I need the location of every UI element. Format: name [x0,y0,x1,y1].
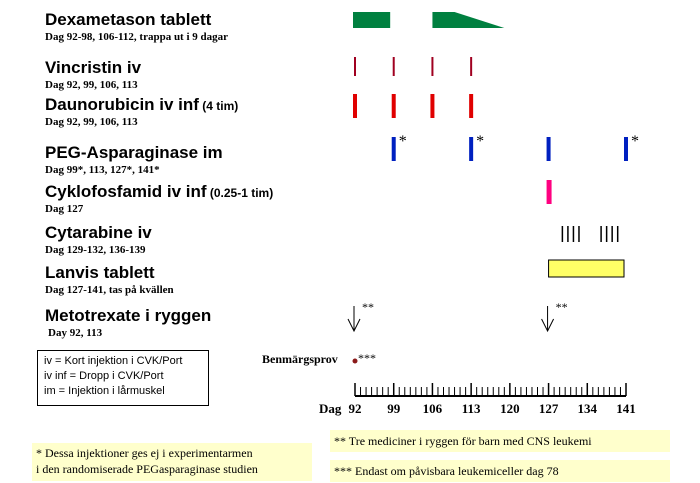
axis-day-label: Dag [319,401,342,416]
cytarabine-dose-mark [611,226,613,242]
drug-days-peg-asparaginase: Dag 99*, 113, 127*, 141* [45,164,160,176]
metotrexate-double-asterisk: ** [555,300,568,314]
cytarabine-dose-mark [562,226,564,242]
cytarabine-dose-mark [606,226,608,242]
drug-days-lanvis: Dag 127-141, tas på kvällen [45,284,174,296]
daunorubicin-dose-mark [469,94,473,118]
timeline-tick-label: 141 [616,401,636,416]
timeline-tick-label: 127 [538,401,559,416]
legend-item-im: im = Injektion i lårmuskel [44,385,165,397]
drug-duration-note: (0.25-1 tim) [206,186,274,200]
drug-name-text: Cytarabine iv [45,223,152,242]
drug-days-daunorubicin: Dag 92, 99, 106, 113 [45,116,138,128]
timeline-tick-label: 99 [387,401,401,416]
drug-name-text: PEG-Asparaginase im [45,143,223,162]
vincristin-dose-mark [354,57,356,76]
cyklofosfamid-dose-mark [547,180,552,204]
peg-asparaginase-dose-mark [469,137,473,161]
peg-asparaginase-dose-mark [624,137,628,161]
timeline-tick-label: 120 [500,401,520,416]
drug-name-text: Daunorubicin iv inf [45,95,199,114]
drug-name-text: Cyklofosfamid iv inf [45,182,207,201]
peg-asparaginase-dose-mark [392,137,396,161]
drug-days-cyklofosfamid: Dag 127 [45,203,84,215]
timeline-tick-label: 113 [461,401,481,416]
footnote-cns: ** Tre mediciner i ryggen för barn med CNS leukemi [330,430,670,452]
drug-name-text: Dexametason tablett [45,10,212,29]
drug-duration-note: (4 tim) [198,99,239,113]
peg-asparaginase-asterisk: * [398,133,407,150]
drug-name-text: Metotrexate i ryggen [45,306,212,325]
dexametason-taper-bar [432,12,504,28]
drug-days-dexametason: Dag 92-98, 106-112, trappa ut i 9 dagar [45,31,229,43]
legend-item-iv: iv = Kort injektion i CVK/Port [44,355,183,367]
peg-asparaginase-asterisk: * [631,133,639,150]
cytarabine-dose-mark [573,226,575,242]
metotrexate-double-asterisk: ** [362,300,374,314]
drug-name-text: Vincristin iv [45,58,142,77]
cytarabine-dose-mark [600,226,602,242]
footnote-randomised-line2: i den randomiserade PEGasparaginase studien [36,462,258,476]
timeline-tick-label: 92 [348,401,362,416]
legend-item-iv-inf: iv inf = Dropp i CVK/Port [44,370,164,382]
cytarabine-dose-mark [578,226,580,242]
daunorubicin-dose-mark [430,94,434,118]
footnote-randomised-line1: * Dessa injektioner ges ej i experimentarmen [36,446,253,460]
peg-asparaginase-dose-mark [547,137,551,161]
daunorubicin-dose-mark [392,94,396,118]
cytarabine-dose-mark [617,226,619,242]
drug-days-cytarabine: Dag 129-132, 136-139 [45,244,146,256]
timeline-tick-label: 134 [577,401,598,416]
footnote-day78: *** Endast om påvisbara leukemiceller dag 78 [330,460,670,482]
timeline-tick-label: 106 [422,401,443,416]
drug-days-vincristin: Dag 92, 99, 106, 113 [45,79,138,91]
bone-marrow-label: Benmärgsprov [262,352,338,366]
bone-marrow-dot [353,359,358,364]
bone-marrow-triple-asterisk: *** [358,351,376,365]
vincristin-dose-mark [393,57,395,76]
vincristin-dose-mark [470,57,472,76]
dexametason-bar [353,12,390,28]
cytarabine-dose-mark [567,226,569,242]
vincristin-dose-mark [431,57,433,76]
peg-asparaginase-asterisk: * [476,133,485,150]
drug-days-metotrexate: Day 92, 113 [48,327,103,339]
footnote-randomised [32,443,312,481]
daunorubicin-dose-mark [353,94,357,118]
drug-name-text: Lanvis tablett [45,263,155,282]
lanvis-bar [549,260,624,277]
